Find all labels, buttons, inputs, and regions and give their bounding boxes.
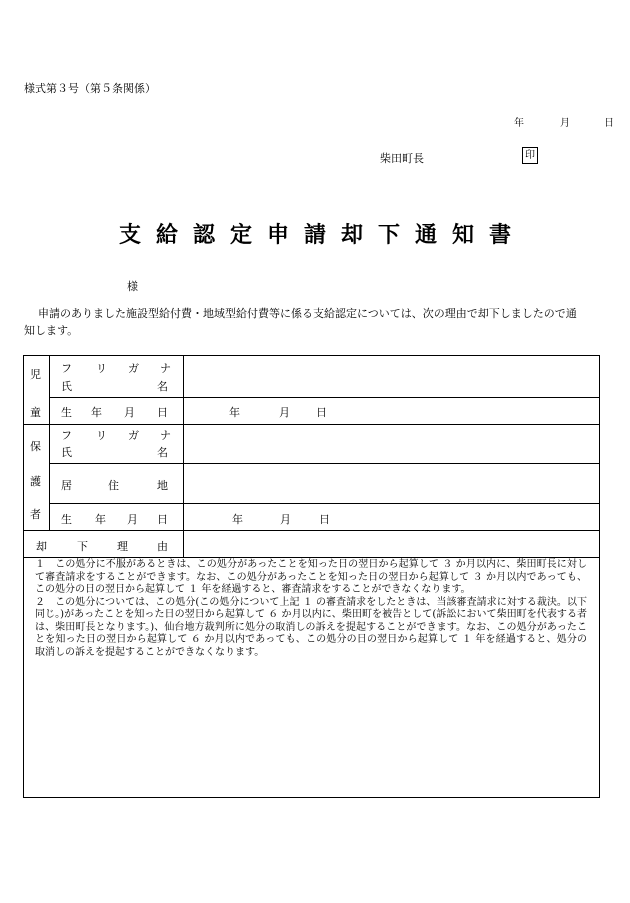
child-label-top: 児 (30, 368, 41, 381)
child-birth-label: 日 (157, 406, 168, 419)
child-name-label: 氏 (61, 380, 72, 393)
guardian-address-field[interactable] (183, 464, 599, 501)
guardian-birth-day[interactable]: 日 (319, 513, 330, 526)
reason-field[interactable] (183, 531, 599, 555)
child-birth-year[interactable]: 年 (229, 406, 240, 419)
guardian-furigana-label: ナ (160, 429, 171, 442)
guardian-name-field[interactable] (183, 425, 599, 462)
guardian-furigana-label: リ (96, 429, 107, 442)
seal-mark: 印 (522, 147, 538, 164)
guardian-address-label: 地 (157, 479, 168, 492)
guardian-birth-month[interactable]: 月 (280, 513, 291, 526)
child-birth-label: 年 (91, 406, 102, 419)
guardian-birth-label: 年 (95, 513, 106, 526)
guardian-birth-label: 月 (127, 513, 138, 526)
row-line (49, 503, 600, 504)
addressee-suffix: 様 (127, 280, 138, 293)
guardian-name-label: 氏 (61, 446, 72, 459)
child-furigana-label: フ (61, 362, 72, 375)
child-name-field[interactable] (183, 358, 599, 396)
document-title: 支給認定申請却下通知書 (118, 222, 526, 248)
child-furigana-label: ナ (160, 362, 171, 375)
intro-text: 申請のありました施設型給付費・地域型給付費等に係る支給認定については、次の理由で却下しましたので通知します。 (24, 307, 577, 337)
guardian-furigana-label: ガ (128, 429, 139, 442)
appeal-note-1: １ この処分に不服があるときは、この処分があったことを知った日の翌日から起算して ３ か月以内に、柴田町長に対して審査請求をすることができます。なお、この処分があったことを知った日の翌日から起算して ３ か月以内であっても、この処分の日の翌日から起算して １ 年を経過すると、審査請求をすることができなくなります。 (35, 559, 587, 595)
guardian-label-bottom: 者 (30, 508, 41, 521)
row-line (24, 557, 600, 558)
guardian-address-label: 居 (61, 479, 72, 492)
guardian-furigana-label: フ (61, 429, 72, 442)
form-number: 様式第３号（第５条関係） (24, 82, 156, 95)
child-label-bottom: 童 (30, 406, 41, 419)
guardian-address-label: 住 (108, 479, 119, 492)
guardian-label-middle: 護 (30, 475, 41, 488)
row-line (49, 397, 600, 398)
appeal-note-2: ２ この処分については、この処分(この処分について上記 １ の審査請求をしたときは、当該審査請求に対する裁決。以下同じ。)があったことを知った日の翌日から起算して ６ か月以内に、柴田町を被告として(訴訟において柴田町を代表する者は、柴田町長となります。)、仙台地方裁判所に処分の取消しの訴えを提起することができます。なお、この処分があったことを知った日の翌日から起算して ６ か月以内であっても、この処分の日の翌日から起算して １ 年を経過すると、処分の取消しの訴えを提起することができなくなります。 (35, 596, 587, 658)
child-birth-label: 生 (61, 406, 72, 419)
guardian-name-label: 名 (157, 446, 168, 459)
child-furigana-label: リ (96, 362, 107, 375)
child-birth-day[interactable]: 日 (316, 406, 327, 419)
child-birth-label: 月 (124, 406, 135, 419)
reason-label: 由 (157, 540, 168, 553)
date-day-label: 日 (604, 118, 614, 129)
guardian-birth-year[interactable]: 年 (232, 513, 243, 526)
col-line (49, 356, 50, 530)
reason-label: 理 (117, 540, 128, 553)
child-birth-month[interactable]: 月 (279, 406, 290, 419)
guardian-label-top: 保 (30, 440, 41, 453)
guardian-birth-label: 日 (157, 513, 168, 526)
date-month-label: 月 (560, 118, 570, 129)
date-year-label: 年 (514, 118, 524, 129)
appeal-notes (35, 559, 587, 659)
issuer-name: 柴田町長 (380, 152, 424, 165)
reason-label: 下 (77, 540, 88, 553)
child-name-label: 名 (157, 380, 168, 393)
child-furigana-label: ガ (128, 362, 139, 375)
guardian-birth-label: 生 (61, 513, 72, 526)
reason-label: 却 (36, 540, 47, 553)
